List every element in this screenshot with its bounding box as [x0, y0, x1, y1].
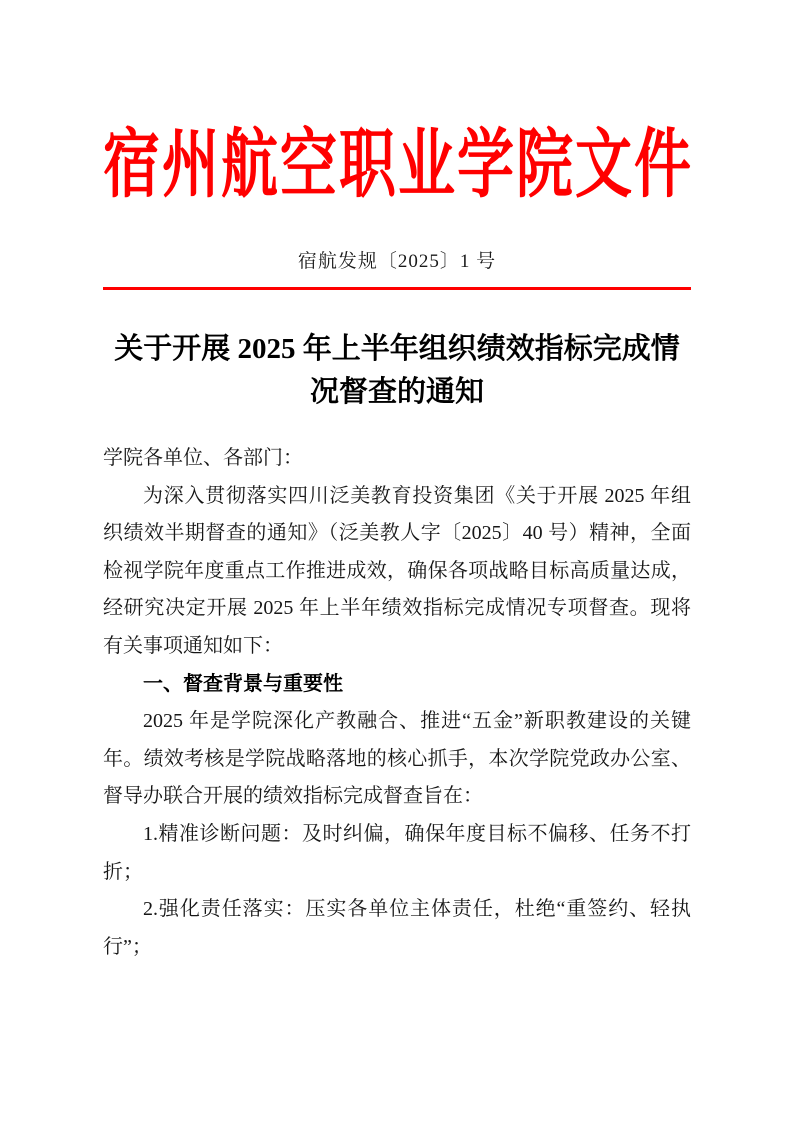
list-item-2: 2.强化责任落实：压实各单位主体责任，杜绝“重签约、轻执行”；: [103, 898, 691, 958]
red-header-org-title: 宿州航空职业学院文件: [103, 123, 693, 207]
document-page: [103, 0, 691, 1122]
notice-title: 关于开展 2025 年上半年组织绩效指标完成情况督查的通知: [114, 333, 680, 408]
list-item-1: 1.精准诊断问题：及时纠偏，确保年度目标不偏移、任务不打折；: [103, 822, 691, 883]
salutation-line: 学院各单位、各部门：: [103, 447, 303, 469]
notice-body: [103, 440, 691, 966]
intro-paragraph: 为深入贯彻落实四川泛美教育投资集团《关于开展 2025 年组织绩效半期督查的通知》（泛美教人字〔2025〕40 号）精神，全面检视学院年度重点工作推进成效，确保各项战略目标高质量达成，经研究决定开展 2025 年上半年绩效指标完成情况专项督查。现将有关事项通知如下：: [103, 484, 691, 657]
section-heading-1: 一、督查背景与重要性: [143, 672, 343, 695]
document-number: 宿航发规〔2025〕1 号: [297, 251, 497, 272]
background-paragraph: 2025 年是学院深化产教融合、推进“五金”新职教建设的关键年。绩效考核是学院战略落地的核心抓手，本次学院党政办公室、督导办联合开展的绩效指标完成督查旨在：: [103, 710, 691, 808]
red-header-rule: [103, 287, 691, 290]
